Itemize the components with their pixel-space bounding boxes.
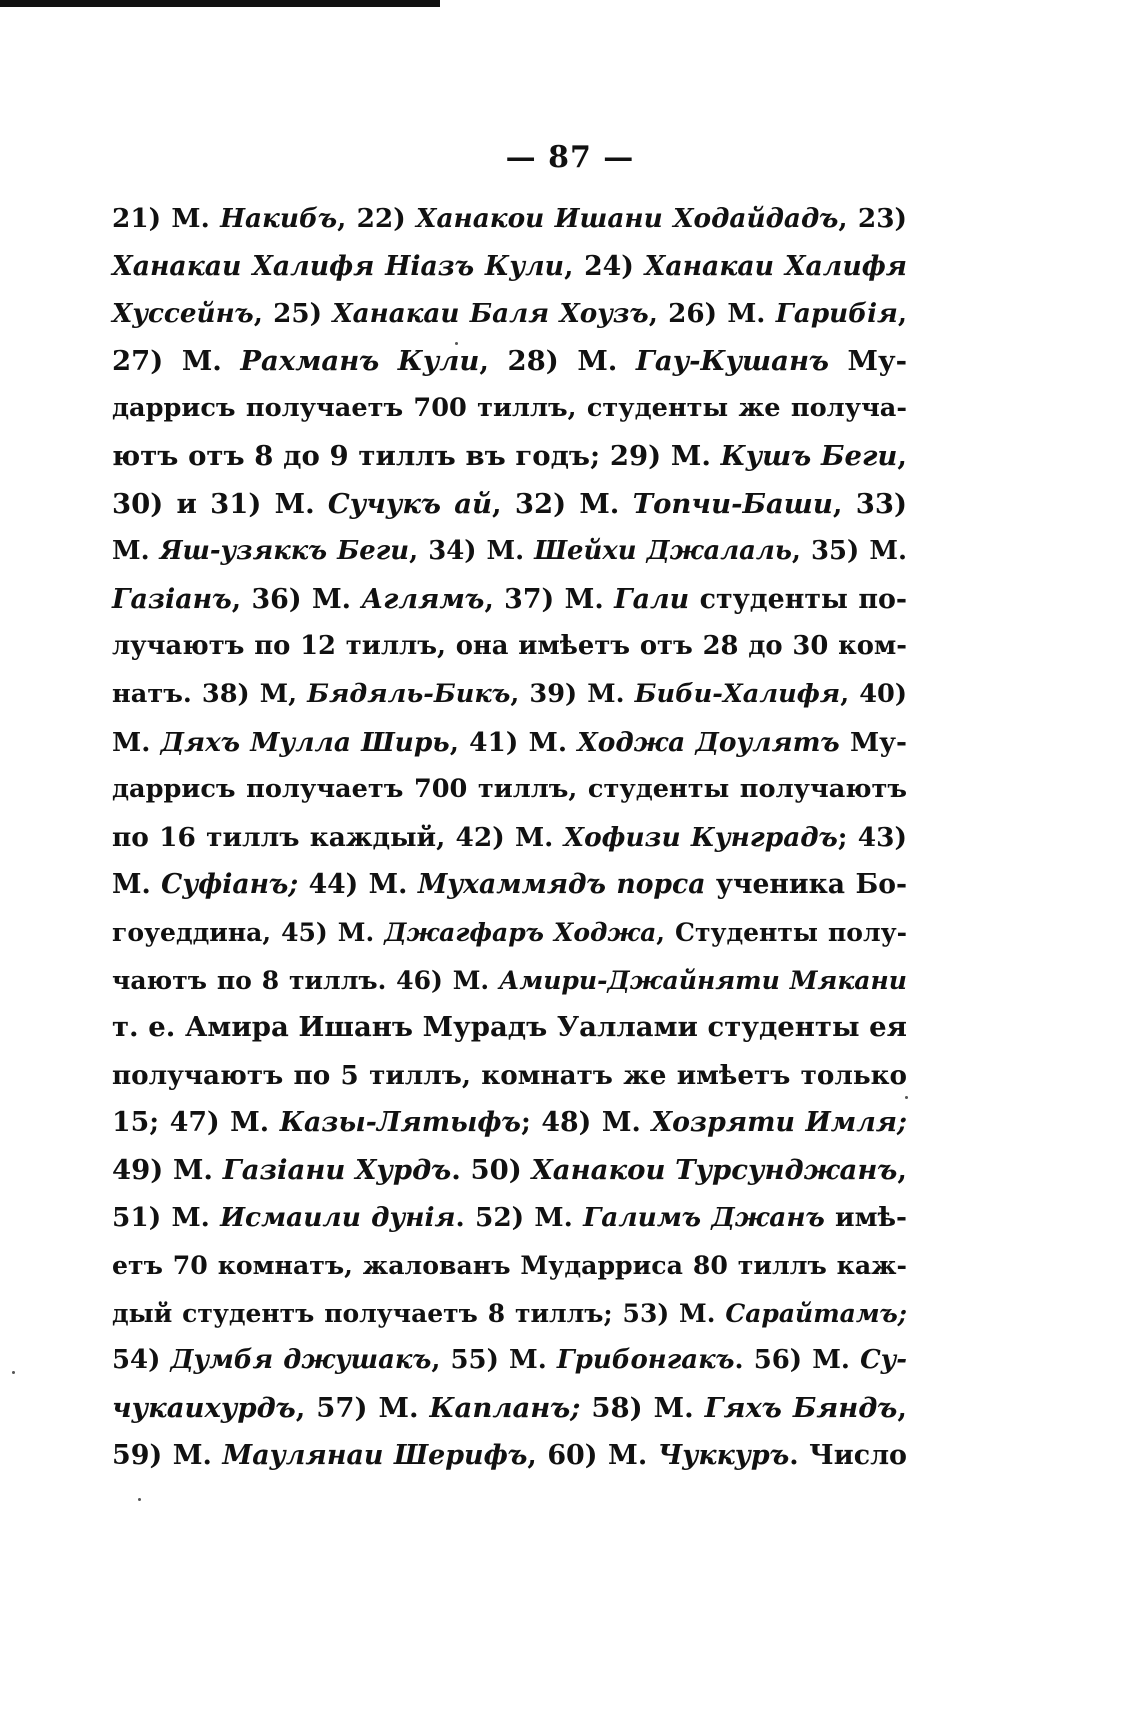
text-segment: получаютъ по 5 тиллъ, комнатъ же имѣетъ только: [112, 1059, 907, 1091]
text-segment: лучаютъ по 12 тиллъ, она имѣетъ отъ 28 до 30 ком-: [112, 631, 907, 662]
italic-name-segment: Казы-Лятыфъ: [279, 1107, 521, 1139]
italic-name-segment: Бядяль-Бикъ: [307, 678, 511, 709]
italic-name-segment: Ханакаи Халифя Ніазъ Кули: [112, 250, 565, 282]
text-segment: по 16 тиллъ каждый, 42) М.: [112, 821, 564, 853]
text-line: [112, 1194, 907, 1242]
text-segment: 59) М.: [112, 1440, 223, 1472]
italic-name-segment: Ходжа Доулятъ: [577, 726, 840, 758]
text-segment: 44) М.: [298, 869, 418, 901]
text-line: [112, 719, 907, 767]
text-segment: М.: [112, 536, 160, 567]
italic-name-segment: чукаихурдъ: [112, 1391, 296, 1424]
italic-name-segment: Су-: [860, 1345, 908, 1376]
text-segment: етъ 70 комнатъ, жалованъ Мударриса 80 тиллъ каж-: [112, 1250, 907, 1281]
text-segment: 30) и 31) М.: [112, 487, 328, 520]
text-segment: , 57) М.: [295, 1391, 430, 1424]
italic-name-segment: Кушъ Беги: [720, 439, 898, 472]
text-segment: , 22): [337, 203, 417, 234]
text-line: [112, 1004, 907, 1052]
italic-name-segment: Гали: [614, 583, 690, 615]
text-segment: ,: [897, 298, 908, 330]
text-line: [112, 909, 907, 957]
text-line: [112, 623, 907, 671]
text-segment: ,: [897, 1391, 907, 1424]
text-line: [112, 243, 907, 291]
italic-name-segment: Газіанъ: [112, 583, 232, 615]
print-speck: [905, 1096, 908, 1099]
italic-name-segment: Думбя джушакъ: [170, 1345, 432, 1376]
text-line: [112, 1147, 907, 1195]
italic-name-segment: Капланъ;: [429, 1391, 581, 1424]
text-line: [112, 195, 907, 243]
italic-name-segment: Гау-Кушанъ: [635, 344, 829, 377]
text-segment: , 25): [253, 298, 333, 330]
italic-name-segment: Маулянаи Шерифъ: [222, 1440, 528, 1472]
text-segment: имѣ-: [824, 1202, 907, 1234]
text-segment: М.: [112, 869, 162, 901]
italic-name-segment: Грибонгакъ: [556, 1345, 735, 1376]
text-segment: даррисъ получаетъ 700 тиллъ, студенты получаютъ: [112, 774, 907, 805]
text-line: [112, 385, 907, 433]
italic-name-segment: Шейхи Джалаль: [534, 536, 792, 567]
italic-name-segment: Сучукъ ай: [327, 487, 493, 520]
text-line: [112, 766, 907, 814]
italic-name-segment: Хуссейнъ: [112, 298, 254, 330]
text-segment: . Число: [789, 1440, 908, 1472]
text-line: [112, 338, 907, 386]
italic-name-segment: Дяхъ Мулла Ширь: [160, 726, 450, 758]
text-segment: Му-: [839, 726, 907, 758]
text-segment: , 40): [840, 678, 907, 709]
italic-name-segment: Накибъ: [220, 203, 338, 234]
italic-name-segment: Ханакаи Баля Хоузъ: [332, 298, 649, 330]
italic-name-segment: Гяхъ Бяндъ: [704, 1391, 898, 1424]
text-segment: 27) М.: [112, 344, 241, 377]
text-segment: 58) М.: [580, 1391, 705, 1424]
text-segment: , 36) М.: [231, 583, 362, 615]
text-line: [112, 861, 907, 909]
italic-name-segment: Аглямъ: [361, 583, 485, 615]
text-segment: гоуеддина, 45) М.: [112, 917, 385, 947]
text-line: [112, 1052, 907, 1100]
italic-name-segment: Чуккуръ: [657, 1440, 790, 1472]
italic-name-segment: Ханакои Ишани Ходайдадъ: [416, 203, 839, 234]
text-segment: М.: [112, 726, 161, 758]
text-segment: ; 48) М.: [520, 1107, 652, 1139]
text-line: [112, 433, 907, 481]
text-segment: чаютъ по 8 тиллъ. 46) М.: [112, 964, 499, 995]
text-line: [112, 1337, 907, 1385]
text-line: [112, 1432, 907, 1480]
text-segment: ,: [897, 439, 907, 472]
text-segment: . 52) М.: [455, 1202, 584, 1234]
text-segment: даррисъ получаетъ 700 тиллъ, студенты же получа-: [112, 393, 907, 424]
text-line: [112, 1242, 907, 1290]
italic-name-segment: Газіани Хурдъ: [222, 1153, 452, 1186]
text-segment: , 34) М.: [409, 536, 535, 567]
print-speck: [138, 1498, 141, 1501]
print-speck: [12, 1371, 15, 1374]
print-speck: [455, 342, 458, 345]
text-segment: , Студенты полу-: [656, 917, 908, 947]
text-segment: т. е. Амира Ишанъ Мурадъ Уаллами студенты ея: [112, 1011, 907, 1044]
italic-name-segment: Хофизи Кунградъ: [563, 821, 838, 853]
text-line: [112, 290, 907, 338]
italic-name-segment: Ханакои Турсунджанъ: [531, 1153, 898, 1186]
italic-name-segment: Джагфаръ Ходжа: [384, 917, 657, 947]
text-segment: , 32) М.: [492, 487, 633, 520]
text-segment: 21) М.: [112, 203, 221, 234]
italic-name-segment: Ханакаи Халифя: [644, 250, 907, 282]
text-line: [112, 1385, 907, 1433]
text-segment: студенты по-: [689, 583, 908, 615]
text-segment: , 26) М.: [648, 298, 776, 330]
italic-name-segment: Галимъ Джанъ: [583, 1202, 825, 1234]
text-segment: ; 43): [837, 821, 907, 853]
text-segment: , 33): [832, 487, 907, 520]
body-text: [112, 195, 907, 1480]
text-segment: , 39) М.: [510, 678, 635, 709]
text-segment: Му-: [828, 344, 907, 377]
text-segment: , 35) М.: [791, 536, 907, 567]
text-segment: , 55) М.: [431, 1345, 557, 1376]
italic-name-segment: Исмаили дунія: [220, 1202, 456, 1234]
italic-name-segment: Биби-Халифя: [634, 678, 841, 709]
text-segment: ,: [897, 1153, 907, 1186]
text-segment: , 28) М.: [479, 344, 636, 377]
italic-name-segment: Суфіанъ;: [161, 869, 299, 901]
italic-name-segment: Амири-Джайняти Мякани: [499, 964, 908, 995]
text-line: [112, 528, 907, 576]
page-number: — 87 —: [505, 140, 635, 175]
text-line: [112, 576, 907, 624]
text-line: [112, 1099, 907, 1147]
text-segment: . 56) М.: [734, 1345, 861, 1376]
italic-name-segment: Рахманъ Кули: [240, 344, 480, 377]
text-segment: , 23): [838, 203, 907, 234]
text-segment: 51) М.: [112, 1202, 221, 1234]
text-segment: дый студентъ получаетъ 8 тиллъ; 53) М.: [112, 1298, 726, 1328]
italic-name-segment: Сарайтамъ;: [725, 1298, 907, 1328]
text-segment: натъ. 38) М,: [112, 678, 308, 709]
italic-name-segment: Мухаммядъ порса: [417, 869, 706, 901]
italic-name-segment: Яш-узяккъ Беги: [159, 536, 410, 567]
text-segment: ученика Бо-: [705, 869, 908, 901]
text-segment: , 60) М.: [527, 1440, 658, 1472]
text-segment: 49) М.: [112, 1153, 223, 1186]
text-segment: 54): [112, 1345, 171, 1376]
italic-name-segment: Топчи-Баши: [632, 487, 833, 520]
text-segment: . 50): [451, 1153, 532, 1186]
italic-name-segment: Хозряти Имля;: [651, 1107, 907, 1139]
text-segment: ютъ отъ 8 до 9 тиллъ въ годъ; 29) М.: [112, 439, 721, 472]
text-line: [112, 814, 907, 862]
text-segment: , 37) М.: [484, 583, 615, 615]
text-line: [112, 957, 907, 1005]
text-line: [112, 671, 907, 719]
text-segment: , 24): [564, 250, 645, 282]
text-segment: , 41) М.: [449, 726, 578, 758]
italic-name-segment: Гарибія: [775, 298, 898, 330]
text-segment: 15; 47) М.: [112, 1107, 280, 1139]
text-line: [112, 1290, 907, 1338]
text-line: [112, 481, 907, 529]
top-border-rule: [0, 0, 440, 7]
